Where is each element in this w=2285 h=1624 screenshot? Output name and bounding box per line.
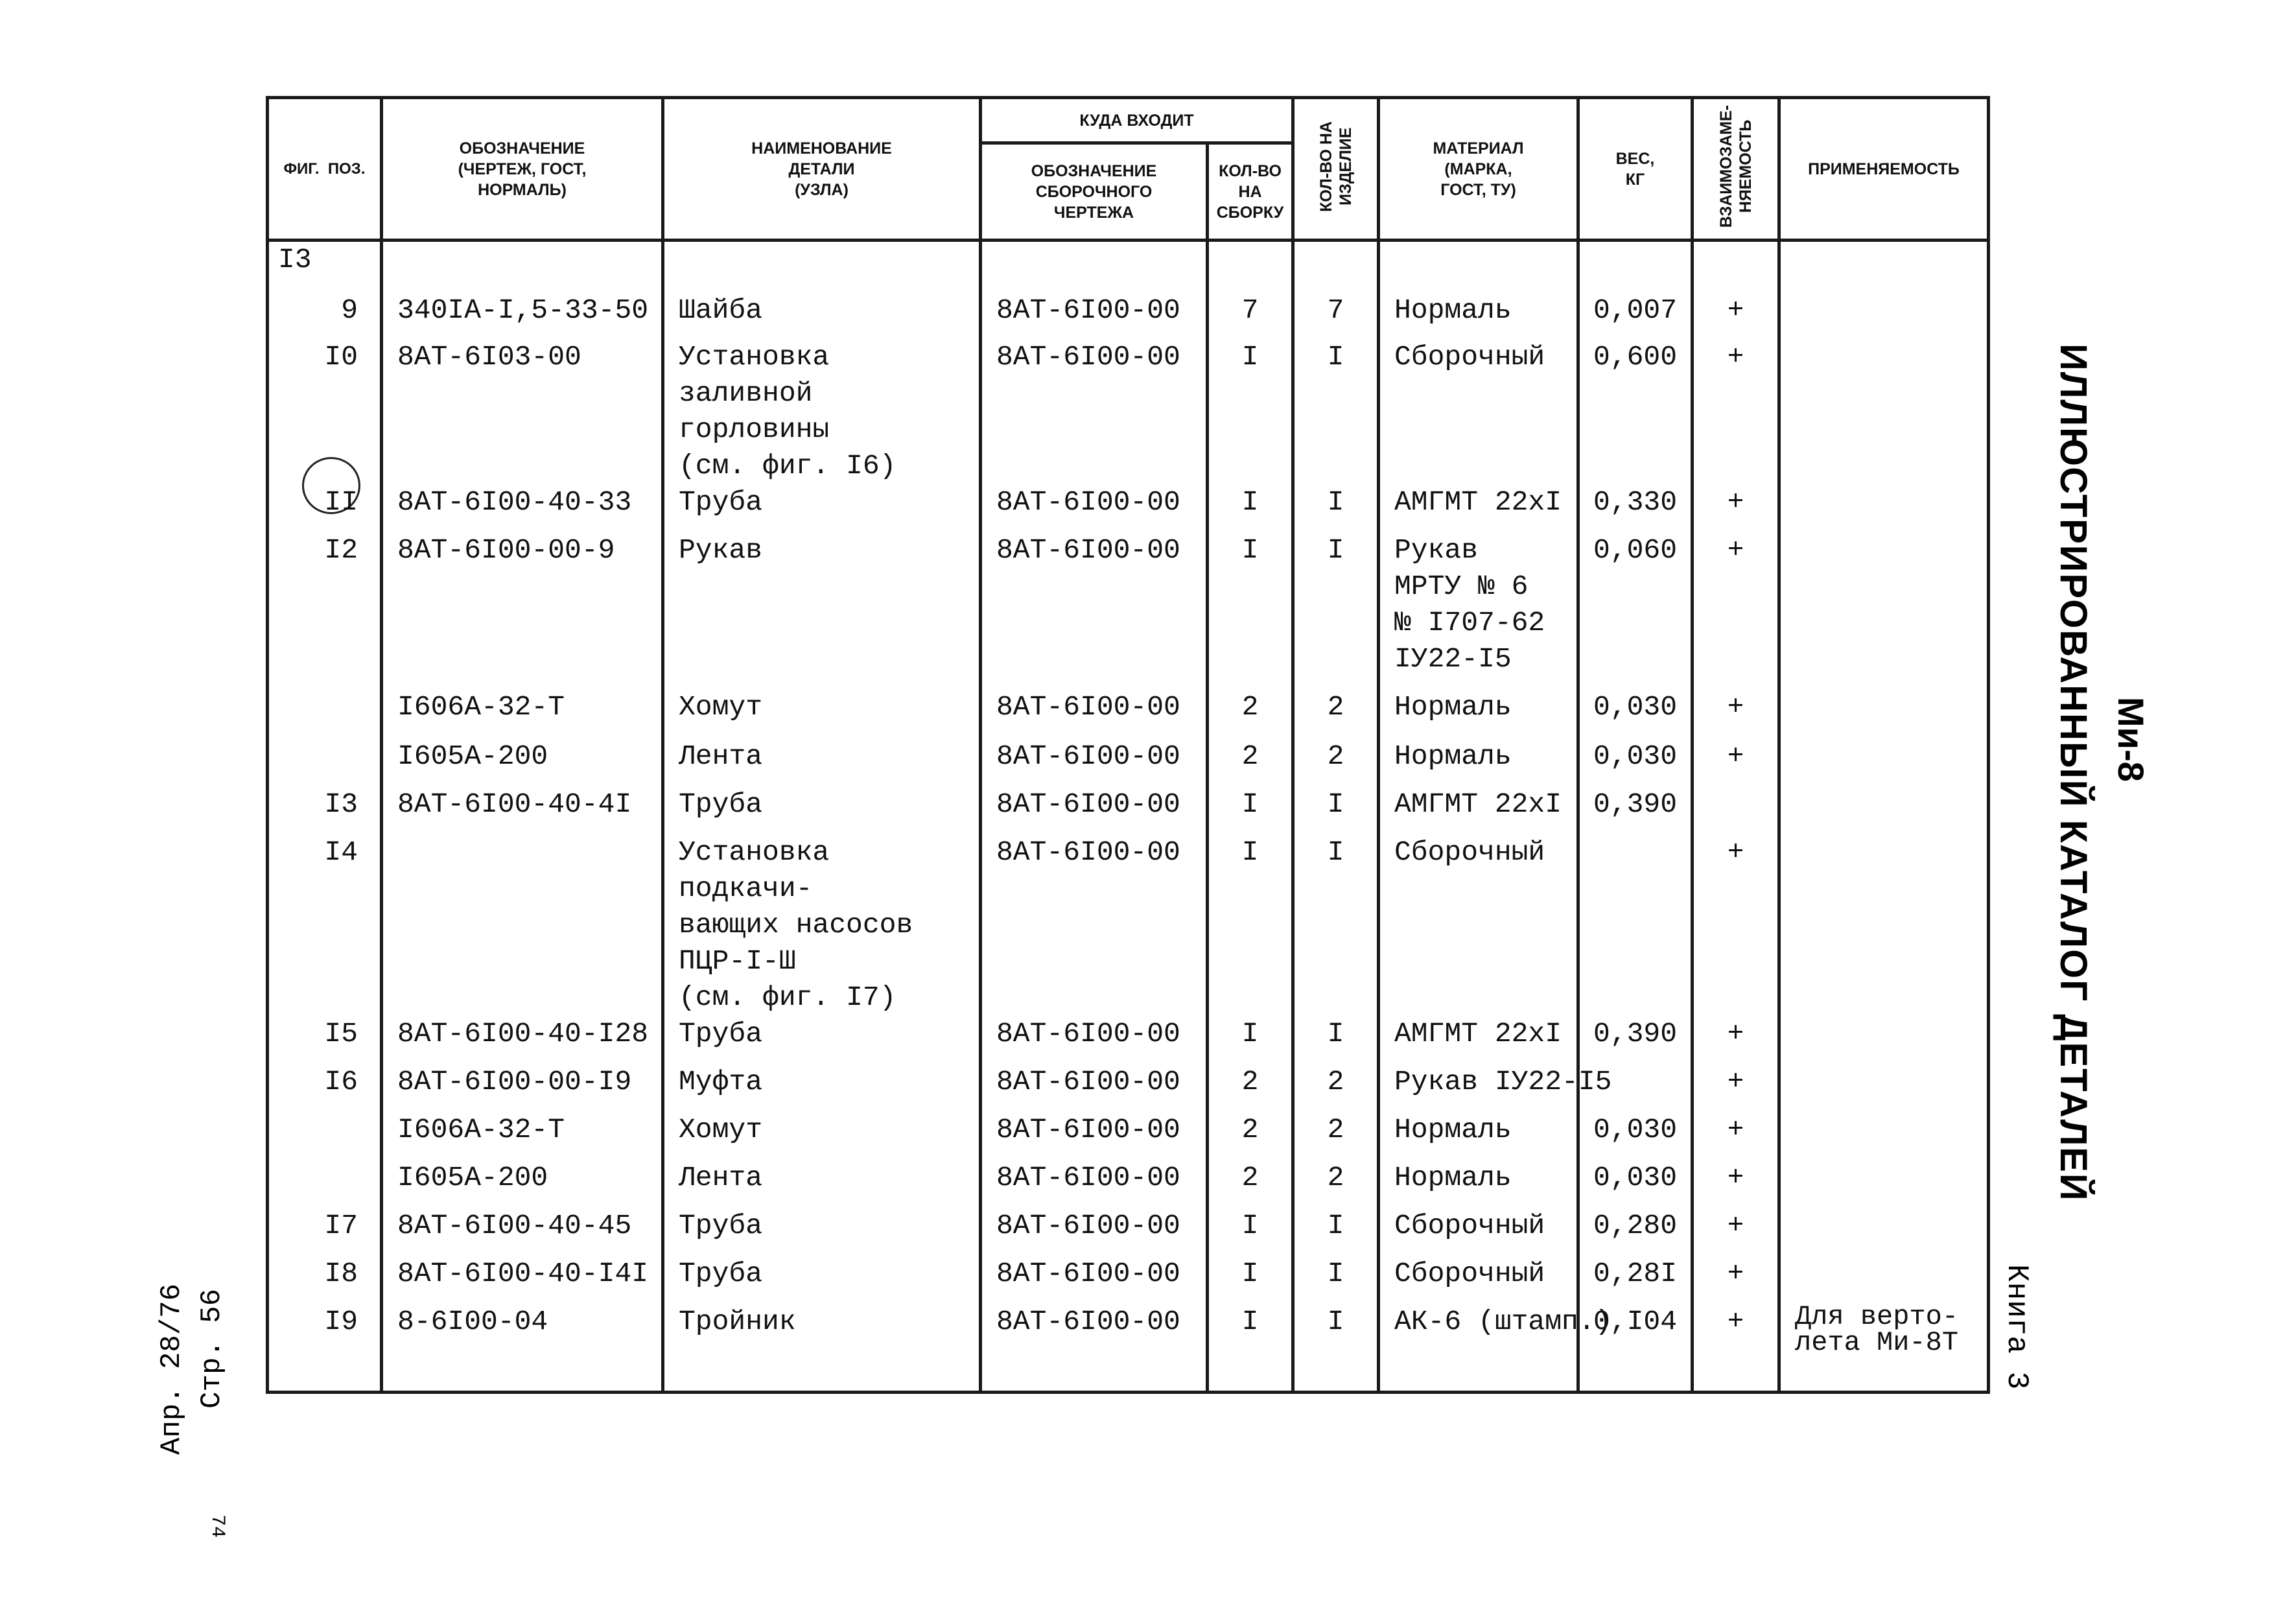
weight-cell: 0,330: [1578, 484, 1693, 532]
name-cell: Лента: [663, 1160, 981, 1208]
interchange-cell: [1693, 786, 1779, 834]
assembly-cell: 8AT-6I00-00: [981, 339, 1208, 484]
pos-cell: [268, 689, 382, 738]
book-label: Книга 3: [2000, 1264, 2033, 1390]
header-assembly-drawing: ОБОЗНАЧЕНИЕ СБОРОЧНОГО ЧЕРТЕЖА: [981, 143, 1208, 241]
interchange-cell: +: [1693, 532, 1779, 689]
weight-cell: 0,390: [1578, 786, 1693, 834]
designation-cell: I606A-32-T: [382, 1112, 663, 1160]
material-cell: Рукав МРТУ № 6 № I707-62 IУ22-I5: [1379, 532, 1578, 689]
weight-cell: 0,030: [1578, 1112, 1693, 1160]
qty-assembly-cell: I: [1208, 339, 1293, 484]
designation-cell: I605A-200: [382, 738, 663, 786]
weight-cell: 0,390: [1578, 1016, 1693, 1064]
qty-assembly-cell: 2: [1208, 1112, 1293, 1160]
revision-date: Апр. 28/76: [156, 1284, 188, 1455]
pos-cell: II: [268, 484, 382, 532]
qty-product-cell: I: [1293, 339, 1379, 484]
designation-cell: I606A-32-T: [382, 689, 663, 738]
qty-product-cell: I: [1293, 834, 1379, 1016]
material-cell: АМГМТ 22xI: [1379, 1016, 1578, 1064]
interchange-cell: +: [1693, 339, 1779, 484]
applicability-cell: [1779, 1256, 1989, 1304]
header-qty-assembly: КОЛ-ВО НА СБОРКУ: [1208, 143, 1293, 241]
applicability-cell: [1779, 1016, 1989, 1064]
table-row: [268, 1112, 1989, 1160]
interchange-cell: +: [1693, 834, 1779, 1016]
qty-assembly-cell: 2: [1208, 689, 1293, 738]
assembly-cell: 8AT-6I00-00: [981, 1160, 1208, 1208]
table-row: [268, 339, 1989, 484]
qty-product-cell: 2: [1293, 689, 1379, 738]
assembly-cell: 8AT-6I00-00: [981, 1016, 1208, 1064]
qty-assembly-cell: I: [1208, 834, 1293, 1016]
applicability-cell: [1779, 786, 1989, 834]
name-cell: Муфта: [663, 1064, 981, 1112]
qty-product-cell: I: [1293, 1256, 1379, 1304]
header-where-used: КУДА ВХОДИТ: [981, 98, 1293, 143]
table-row: [268, 292, 1989, 339]
qty-product-cell: 2: [1293, 1064, 1379, 1112]
weight-cell: 0,28I: [1578, 1256, 1693, 1304]
weight-cell: 0,060: [1578, 532, 1693, 689]
applicability-cell: [1779, 1064, 1989, 1112]
qty-assembly-cell: 2: [1208, 1064, 1293, 1112]
page-info: [156, 1284, 233, 1455]
header-name: НАИМЕНОВАНИЕ ДЕТАЛИ (УЗЛА): [663, 98, 981, 241]
assembly-cell: 8AT-6I00-00: [981, 1304, 1208, 1391]
assembly-cell: 8AT-6I00-00: [981, 1208, 1208, 1256]
pos-cell: I5: [268, 1016, 382, 1064]
applicability-cell: [1779, 484, 1989, 532]
pos-cell: I4: [268, 834, 382, 1016]
applicability-cell: [1779, 1160, 1989, 1208]
material-cell: Нормаль: [1379, 689, 1578, 738]
table-row: [268, 1256, 1989, 1304]
header-weight: ВЕС, КГ: [1578, 98, 1693, 241]
interchange-cell: +: [1693, 1064, 1779, 1112]
name-cell: Шайба: [663, 292, 981, 339]
interchange-cell: +: [1693, 1160, 1779, 1208]
designation-cell: 8AT-6I00-40-33: [382, 484, 663, 532]
interchange-cell: +: [1693, 689, 1779, 738]
qty-assembly-cell: I: [1208, 1256, 1293, 1304]
pos-cell: I9: [268, 1304, 382, 1391]
catalog-title: ИЛЛЮСТРИРОВАННЫЙ КАТАЛОГ ДЕТАЛЕЙ: [2052, 344, 2094, 1202]
pos-cell: 9: [268, 292, 382, 339]
designation-cell: 8AT-6I00-40-I28: [382, 1016, 663, 1064]
qty-product-cell: I: [1293, 1016, 1379, 1064]
qty-product-cell: I: [1293, 1304, 1379, 1391]
figure-number: I3: [268, 241, 382, 292]
header-material: МАТЕРИАЛ (МАРКА, ГОСТ, ТУ): [1379, 98, 1578, 241]
material-cell: Нормаль: [1379, 292, 1578, 339]
name-cell: Установка заливной горловины (см. фиг. I6): [663, 339, 981, 484]
pos-cell: I8: [268, 1256, 382, 1304]
qty-assembly-cell: I: [1208, 1304, 1293, 1391]
material-cell: АМГМТ 22xI: [1379, 786, 1578, 834]
qty-assembly-cell: 7: [1208, 292, 1293, 339]
assembly-cell: 8AT-6I00-00: [981, 292, 1208, 339]
material-cell: Нормаль: [1379, 1160, 1578, 1208]
material-cell: Нормаль: [1379, 1112, 1578, 1160]
designation-cell: [382, 834, 663, 1016]
qty-product-cell: 2: [1293, 1112, 1379, 1160]
weight-cell: 0,I04: [1578, 1304, 1693, 1391]
name-cell: Труба: [663, 1256, 981, 1304]
material-cell: Нормаль: [1379, 738, 1578, 786]
header-applicability: ПРИМЕНЯЕМОСТЬ: [1779, 98, 1989, 241]
name-cell: Лента: [663, 738, 981, 786]
applicability-cell: [1779, 689, 1989, 738]
applicability-cell: Для верто- лета Ми-8Т: [1779, 1304, 1989, 1391]
header-designation: ОБОЗНАЧЕНИЕ (ЧЕРТЕЖ, ГОСТ, НОРМАЛЬ): [382, 98, 663, 241]
assembly-cell: 8AT-6I00-00: [981, 532, 1208, 689]
applicability-cell: [1779, 1112, 1989, 1160]
pos-cell: I3: [268, 786, 382, 834]
interchange-cell: +: [1693, 1112, 1779, 1160]
table-row: [268, 1016, 1989, 1064]
designation-cell: 8-6I00-04: [382, 1304, 663, 1391]
header-interchange: ВЗАИМОЗАМЕ- НЯЕМОСТЬ: [1693, 98, 1779, 241]
designation-cell: 8AT-6I03-00: [382, 339, 663, 484]
interchange-cell: +: [1693, 1016, 1779, 1064]
interchange-cell: +: [1693, 1304, 1779, 1391]
table-row: [268, 786, 1989, 834]
qty-assembly-cell: 2: [1208, 738, 1293, 786]
header-fig-pos: ФИГ. ПОЗ.: [268, 98, 382, 241]
weight-cell: [1578, 834, 1693, 1016]
aircraft-model-title: Ми-8: [2111, 697, 2151, 782]
pos-cell: I2: [268, 532, 382, 689]
material-cell: Сборочный: [1379, 1256, 1578, 1304]
interchange-cell: +: [1693, 484, 1779, 532]
qty-assembly-cell: I: [1208, 786, 1293, 834]
weight-cell: 0,007: [1578, 292, 1693, 339]
interchange-cell: +: [1693, 1208, 1779, 1256]
applicability-cell: [1779, 738, 1989, 786]
applicability-cell: [1779, 339, 1989, 484]
qty-product-cell: I: [1293, 786, 1379, 834]
designation-cell: 8AT-6I00-40-45: [382, 1208, 663, 1256]
applicability-cell: [1779, 1208, 1989, 1256]
weight-cell: 0,030: [1578, 1160, 1693, 1208]
interchange-cell: +: [1693, 738, 1779, 786]
pos-cell: I0: [268, 339, 382, 484]
table-row: [268, 1064, 1989, 1112]
table-row: [268, 484, 1989, 532]
name-cell: Труба: [663, 1016, 981, 1064]
table-row: [268, 834, 1989, 1016]
assembly-cell: 8AT-6I00-00: [981, 1256, 1208, 1304]
assembly-cell: 8AT-6I00-00: [981, 786, 1208, 834]
qty-assembly-cell: I: [1208, 532, 1293, 689]
assembly-cell: 8AT-6I00-00: [981, 738, 1208, 786]
qty-product-cell: 2: [1293, 738, 1379, 786]
name-cell: Труба: [663, 484, 981, 532]
qty-product-cell: I: [1293, 532, 1379, 689]
applicability-cell: [1779, 292, 1989, 339]
weight-cell: 0,030: [1578, 689, 1693, 738]
weight-cell: 0,030: [1578, 738, 1693, 786]
name-cell: Хомут: [663, 689, 981, 738]
material-cell: АМГМТ 22xI: [1379, 484, 1578, 532]
page-number: Стр. 56: [196, 1289, 228, 1409]
designation-cell: I605A-200: [382, 1160, 663, 1208]
qty-assembly-cell: I: [1208, 1016, 1293, 1064]
material-cell: Сборочный: [1379, 834, 1578, 1016]
name-cell: Тройник: [663, 1304, 981, 1391]
pos-cell: [268, 738, 382, 786]
applicability-cell: [1779, 532, 1989, 689]
name-cell: Установка подкачи- вающих насосов ПЦР-I-Ш (см. фиг. I7): [663, 834, 981, 1016]
weight-cell: 0,600: [1578, 339, 1693, 484]
table-row: [268, 1160, 1989, 1208]
designation-cell: 8AT-6I00-40-4I: [382, 786, 663, 834]
qty-assembly-cell: I: [1208, 484, 1293, 532]
interchange-cell: +: [1693, 292, 1779, 339]
assembly-cell: 8AT-6I00-00: [981, 484, 1208, 532]
pos-cell: [268, 1112, 382, 1160]
applicability-cell: [1779, 834, 1989, 1016]
designation-cell: 8AT-6I00-00-I9: [382, 1064, 663, 1112]
material-cell: Сборочный: [1379, 339, 1578, 484]
designation-cell: 8AT-6I00-00-9: [382, 532, 663, 689]
name-cell: Труба: [663, 786, 981, 834]
assembly-cell: 8AT-6I00-00: [981, 1064, 1208, 1112]
assembly-cell: 8AT-6I00-00: [981, 689, 1208, 738]
table-row: [268, 532, 1989, 689]
material-cell: Сборочный: [1379, 1208, 1578, 1256]
table-row: [268, 738, 1989, 786]
qty-product-cell: I: [1293, 1208, 1379, 1256]
qty-product-cell: I: [1293, 484, 1379, 532]
pos-cell: I6: [268, 1064, 382, 1112]
material-cell: Рукав IУ22-I5: [1379, 1064, 1578, 1112]
interchange-cell: +: [1693, 1256, 1779, 1304]
assembly-cell: 8AT-6I00-00: [981, 1112, 1208, 1160]
name-cell: Рукав: [663, 532, 981, 689]
assembly-cell: 8AT-6I00-00: [981, 834, 1208, 1016]
table-row: [268, 1304, 1989, 1391]
pos-cell: [268, 1160, 382, 1208]
weight-cell: 0,280: [1578, 1208, 1693, 1256]
parts-table: [266, 96, 1990, 1394]
pos-cell: I7: [268, 1208, 382, 1256]
name-cell: Труба: [663, 1208, 981, 1256]
qty-product-cell: 2: [1293, 1160, 1379, 1208]
qty-product-cell: 7: [1293, 292, 1379, 339]
qty-assembly-cell: 2: [1208, 1160, 1293, 1208]
table-row: [268, 1208, 1989, 1256]
name-cell: Хомут: [663, 1112, 981, 1160]
header-qty-product: КОЛ-ВО НА ИЗДЕЛИЕ: [1293, 98, 1379, 241]
material-cell: АК-6 (штамп.): [1379, 1304, 1578, 1391]
qty-assembly-cell: I: [1208, 1208, 1293, 1256]
table-row: [268, 689, 1989, 738]
sheet-number: 74: [206, 1514, 228, 1538]
designation-cell: 340IA-I,5-33-50: [382, 292, 663, 339]
designation-cell: 8AT-6I00-40-I4I: [382, 1256, 663, 1304]
